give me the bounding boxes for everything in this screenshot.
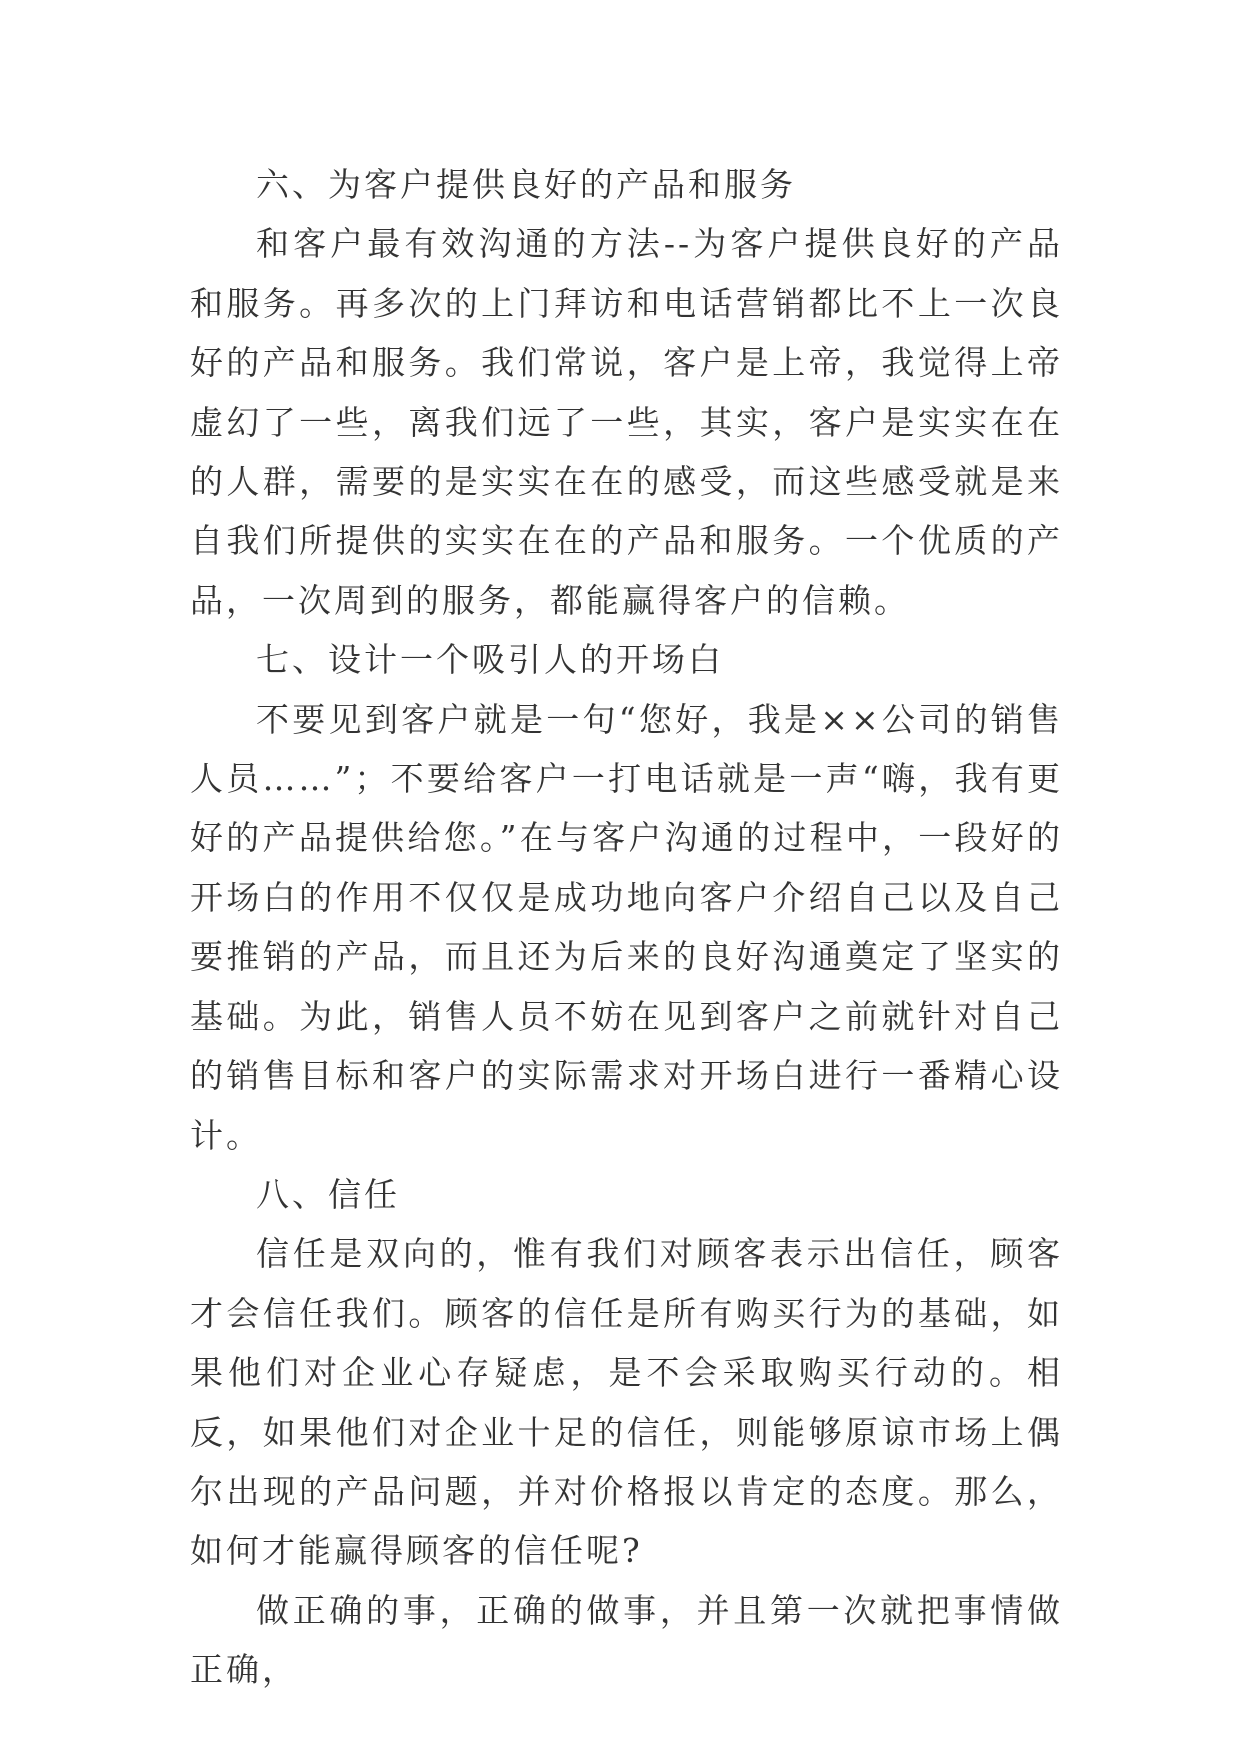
paragraph-trust: 信任是双向的，惟有我们对顾客表示出信任，顾客才会信任我们。顾客的信任是所有购买行为的基础，如果他们对企业心存疑虑，是不会采取购买行动的。相反，如果他们对企业十足的信任，则能够原谅市场上偶尔出现的产品问题，并对价格报以肯定的态度。那么，如何才能赢得顾客的信任呢?	[190, 1234, 1063, 1571]
paragraph-do-right: 做正确的事，正确的做事，并且第一次就把事情做正确，	[190, 1590, 1063, 1690]
paragraph-service: 和客户最有效沟通的方法--为客户提供良好的产品和服务。再多次的上门拜访和电话营销都比不上一次良好的产品和服务。我们常说，客户是上帝，我觉得上帝虚幻了一些，离我们远了一些，其实，客户是实实在在的人群，需要的是实实在在的感受，而这些感受就是来自我们所提供的实实在在的产品和服务。一个优质的产品，一次周到的服务，都能赢得客户的信赖。	[190, 224, 1063, 620]
section-heading-6: 六、为客户提供良好的产品和服务	[256, 165, 796, 204]
section-heading-7: 七、设计一个吸引人的开场白	[256, 640, 724, 680]
document-body	[190, 155, 1063, 1700]
paragraph-opening: 不要见到客户就是一句“您好，我是××公司的销售人员……”；不要给客户一打电话就是一声“嗨，我有更好的产品提供给您。”在与客户沟通的过程中，一段好的开场白的作用不仅仅是成功地向客户介绍自己以及自己要推销的产品，而且还为后来的良好沟通奠定了坚实的基础。为此，销售人员不妨在见到客户之前就针对自己的销售目标和客户的实际需求对开场白进行一番精心设计。	[190, 699, 1063, 1155]
section-heading-8: 八、信任	[256, 1174, 400, 1214]
